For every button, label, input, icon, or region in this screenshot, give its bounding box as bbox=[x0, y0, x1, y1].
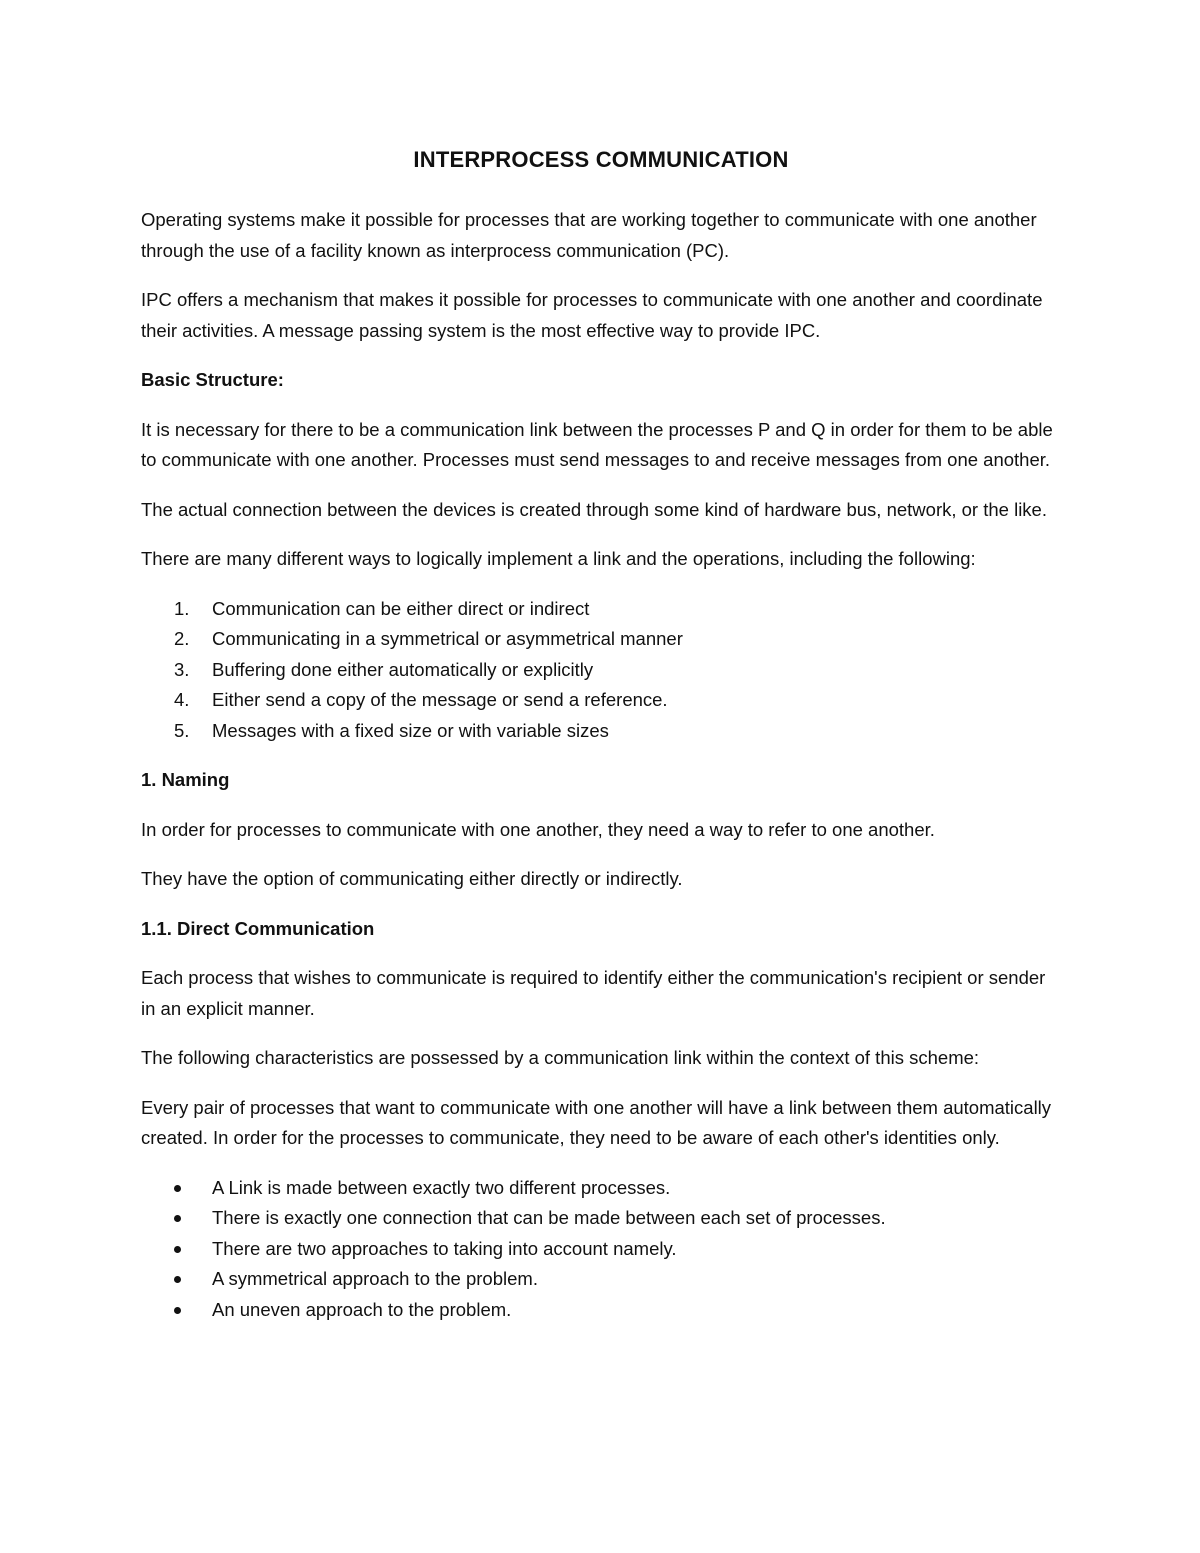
bullet-text: There is exactly one connection that can be made between each set of processes. bbox=[212, 1207, 886, 1228]
direct-communication-heading: 1.1. Direct Communication bbox=[141, 917, 375, 939]
document-page bbox=[141, 140, 1061, 1344]
intro-paragraph-2: IPC offers a mechanism that makes it possible for processes to communicate with one another and coordinate their activities. A message passing system is the most effective way to provide IPC. bbox=[141, 289, 1043, 341]
basic-structure-paragraph-2: The actual connection between the devices is created through some kind of hardware bus, network, or the like. bbox=[141, 498, 1047, 520]
list-item-number: 4. bbox=[174, 689, 190, 710]
list-item-number: 3. bbox=[174, 658, 190, 680]
list-item bbox=[141, 594, 1061, 625]
list-item bbox=[141, 716, 1061, 747]
direct-communication-paragraph-2: The following characteristics are possessed by a communication link within the context of this scheme: bbox=[141, 1047, 980, 1068]
list-item bbox=[141, 624, 1061, 655]
bullet-item bbox=[141, 1264, 1061, 1295]
list-item-text: Communication can be either direct or indirect bbox=[212, 597, 590, 619]
bullet-text: A symmetrical approach to the problem. bbox=[212, 1268, 538, 1289]
list-item-text: Buffering done either automatically or explicitly bbox=[212, 658, 594, 680]
bullet-text: An uneven approach to the problem. bbox=[212, 1298, 512, 1320]
basic-structure-paragraph-1: It is necessary for there to be a communication link between the processes P and Q in order for them to be able to communicate with one another. Processes must send messages to and receive messages from one another. bbox=[141, 418, 1053, 470]
direct-communication-paragraph-3: Every pair of processes that want to communicate with one another will have a link between them automatically created. In order for the processes to communicate, they need to be aware of each other's identities only. bbox=[141, 1096, 1052, 1148]
bullet-icon bbox=[174, 1307, 181, 1314]
list-item-text: Either send a copy of the message or send a reference. bbox=[212, 689, 668, 710]
naming-paragraph-2: They have the option of communicating either directly or indirectly. bbox=[141, 868, 683, 889]
implementation-list bbox=[141, 594, 1061, 747]
naming-heading: 1. Naming bbox=[141, 769, 230, 790]
basic-structure-heading: Basic Structure: bbox=[141, 369, 284, 390]
list-item-number: 2. bbox=[174, 628, 190, 649]
page-title: INTERPROCESS COMMUNICATION bbox=[413, 147, 789, 172]
bullet-text: There are two approaches to taking into account namely. bbox=[212, 1237, 677, 1259]
list-item-text: Messages with a fixed size or with variable sizes bbox=[212, 719, 609, 741]
basic-structure-paragraph-3: There are many different ways to logically implement a link and the operations, including the following: bbox=[141, 548, 976, 569]
list-item bbox=[141, 655, 1061, 686]
direct-communication-paragraph-1: Each process that wishes to communicate is required to identify either the communication's recipient or sender in an explicit manner. bbox=[141, 967, 1046, 1019]
bullet-text: A Link is made between exactly two different processes. bbox=[212, 1176, 671, 1198]
characteristics-bullet-list bbox=[141, 1173, 1061, 1326]
list-item-number: 1. bbox=[174, 597, 190, 619]
naming-paragraph-1: In order for processes to communicate with one another, they need a way to refer to one another. bbox=[141, 818, 935, 840]
intro-paragraph-1: Operating systems make it possible for processes that are working together to communicate with one another through the use of a facility known as interprocess communication (PC). bbox=[141, 209, 1037, 261]
bullet-item bbox=[141, 1203, 1061, 1234]
list-item-text: Communicating in a symmetrical or asymmetrical manner bbox=[212, 628, 683, 649]
list-item bbox=[141, 685, 1061, 716]
bullet-item bbox=[141, 1295, 1061, 1326]
list-item-number: 5. bbox=[174, 719, 190, 741]
bullet-item bbox=[141, 1234, 1061, 1265]
bullet-icon bbox=[174, 1246, 181, 1253]
bullet-icon bbox=[174, 1185, 181, 1192]
bullet-item bbox=[141, 1173, 1061, 1204]
bullet-icon bbox=[174, 1276, 181, 1283]
bullet-icon bbox=[174, 1215, 181, 1222]
